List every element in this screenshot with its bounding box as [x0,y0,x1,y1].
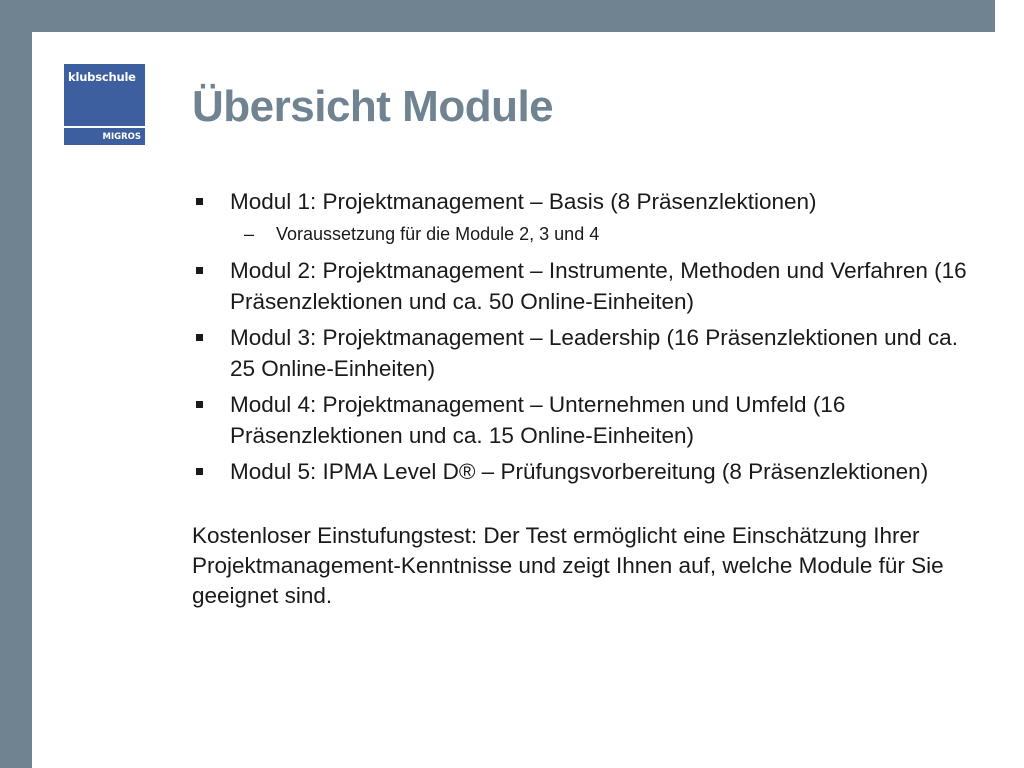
list-item-text: Modul 2: Projektmanagement – Instrumente, Methoden und Verfahren (16 Präsenzlektionen und ca. 50 Online-Einheiten) [230,258,967,314]
list-item-text: Modul 5: IPMA Level D® – Prüfungsvorbereitung (8 Präsenzlektionen) [230,459,929,484]
list-item-module-3 [192,322,982,384]
list-subitem-prerequisite [192,222,982,246]
slide-right-margin [995,0,1024,768]
page-title: Übersicht Module [192,82,554,131]
placement-test-paragraph: Kostenloser Einstufungstest: Der Test ermöglicht eine Einschätzung Ihrer Projektmanagement-Kenntnisse und zeigt Ihnen auf, welche Module für Sie geeignet sind. [192,523,944,608]
square-bullet-icon [196,198,203,205]
square-bullet-icon [196,334,203,341]
list-item-module-2 [192,255,982,317]
dash-bullet-icon: – [244,224,255,244]
list-item-text: Modul 1: Projektmanagement – Basis (8 Präsenzlektionen) [230,189,817,214]
square-bullet-icon [196,468,203,475]
list-item-module-4 [192,389,982,451]
logo-top-text: klubschule [64,64,145,126]
list-subitem-text: Voraussetzung für die Module 2, 3 und 4 [276,224,600,244]
list-item-module-1 [192,186,982,217]
square-bullet-icon [196,401,203,408]
module-list [192,186,982,487]
slide-content [192,186,982,611]
square-bullet-icon [196,267,203,274]
list-item-module-5 [192,456,982,487]
list-item-text: Modul 3: Projektmanagement – Leadership (16 Präsenzlektionen und ca. 25 Online-Einheiten) [230,325,958,381]
logo-bottom-text: MIGROS [64,128,145,145]
list-item-text: Modul 4: Projektmanagement – Unternehmen und Umfeld (16 Präsenzlektionen und ca. 15 Online-Einheiten) [230,392,846,448]
klubschule-migros-logo [64,64,145,145]
